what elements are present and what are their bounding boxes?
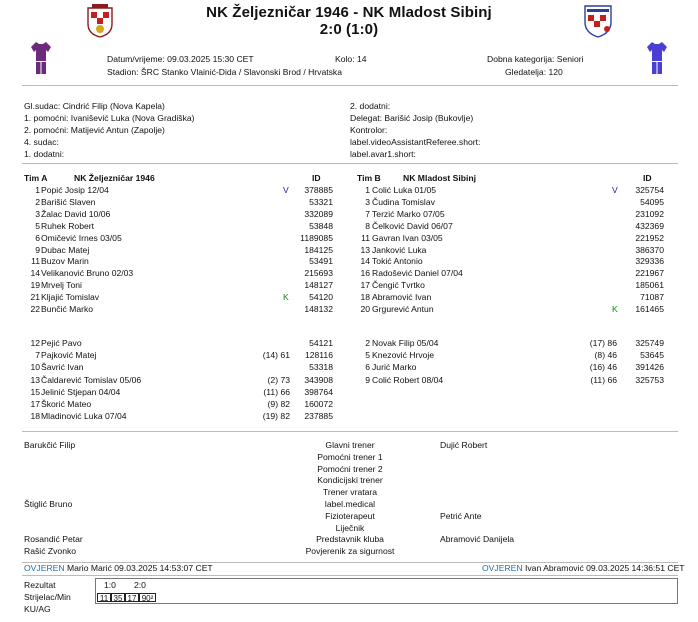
player-name: Abramović Ivan	[372, 292, 432, 303]
player-id: 221967	[635, 268, 664, 279]
team-a-id-header: ID	[312, 173, 321, 183]
staff-role: Pomoćni trener 2	[317, 463, 383, 474]
player-id: 148127	[304, 280, 333, 291]
away-shirt-icon	[646, 41, 668, 75]
player-id: 325753	[635, 374, 664, 385]
official-entry: Kontrolor:	[350, 125, 388, 136]
official-entry: label.videoAssistantReferee.short:	[350, 137, 481, 148]
player-name: Colić Robert 08/04	[372, 374, 444, 385]
scorer-label: Strijelac/Min	[24, 592, 71, 602]
staff-home-member: Rosandić Petar	[24, 534, 83, 545]
player-id: 332089	[304, 208, 333, 219]
match-round: Kolo: 14	[335, 54, 367, 64]
player-id: 237885	[304, 411, 333, 422]
player-name: Buzov Marin	[41, 256, 89, 267]
player-id: 54120	[309, 292, 333, 303]
player-name: Jelinić Stjepan 04/04	[41, 386, 121, 397]
substitution-info: (19) 82	[262, 411, 290, 422]
player-number: 16	[360, 268, 370, 279]
team-a-label: Tim A	[24, 173, 48, 183]
player-number: 9	[35, 244, 40, 255]
substitution-info: (16) 46	[589, 362, 617, 373]
spectators: Gledatelja: 120	[505, 67, 563, 77]
result-label: Rezultat	[24, 580, 56, 590]
player-number: 5	[365, 350, 370, 361]
player-id: 53645	[640, 350, 664, 361]
player-number: 7	[365, 208, 370, 219]
substitution-info: (9) 82	[267, 399, 290, 409]
stadium: Stadion: ŠRC Stanko Vlainić-Dida / Slavonski Brod / Hrvatska	[107, 67, 342, 77]
player-number: 14	[30, 268, 40, 279]
official-entry: Delegat: Barišić Josip (Bukovlje)	[350, 113, 474, 124]
official-entry: 2. pomoćni: Matijević Antun (Zapolje)	[24, 125, 165, 136]
player-number: 2	[365, 338, 370, 348]
player-name: Čengić Tvrtko	[372, 280, 425, 291]
player-name: Šavrić Ivan	[41, 362, 84, 373]
divider	[22, 431, 678, 432]
player-name: Grgurević Antun	[372, 304, 434, 314]
player-name: Terzić Marko 07/05	[372, 208, 445, 219]
player-number: 13	[360, 244, 370, 255]
staff-role: Predstavnik kluba	[316, 534, 384, 545]
away-verification	[482, 563, 685, 573]
official-entry: 1. pomoćni: Ivanišević Luka (Nova Gradiška)	[24, 113, 195, 124]
player-id: 148132	[304, 304, 333, 314]
player-number: 17	[30, 399, 40, 409]
divider	[22, 85, 678, 86]
player-id: 221952	[635, 232, 664, 243]
match-title: NK Željezničar 1946 - NK Mladost Sibinj	[206, 4, 492, 21]
result-score-2: 2:0	[134, 580, 146, 590]
player-number: 10	[30, 362, 40, 373]
player-id: 53848	[309, 220, 333, 231]
staff-home-member: Rašić Zvonko	[24, 546, 77, 557]
captain-badge: K	[283, 292, 289, 303]
result-score-1: 1:0	[104, 580, 116, 590]
player-id: 160072	[304, 399, 333, 409]
player-id: 185061	[635, 280, 664, 291]
staff-home-member: Štiglić Bruno	[24, 499, 73, 509]
substitution-info: (11) 66	[590, 374, 617, 385]
player-number: 14	[360, 256, 370, 267]
home-verified-by: Mario Marić 09.03.2025 14:53:07 CET	[66, 563, 213, 573]
player-id: 325754	[635, 185, 664, 195]
player-name: Barišić Slaven	[41, 196, 96, 207]
staff-role: Kondicijski trener	[317, 475, 383, 486]
player-number: 9	[365, 374, 370, 385]
player-number: 21	[30, 292, 40, 303]
player-id: 53321	[309, 196, 333, 207]
scorer-minute: 11	[97, 593, 111, 602]
player-id: 215693	[304, 268, 333, 279]
player-number: 7	[35, 350, 40, 361]
staff-role: Povjerenik za sigurnost	[305, 546, 395, 557]
player-name: Pajković Matej	[41, 350, 97, 361]
scorer-minute: 90²	[139, 593, 156, 602]
player-id: 231092	[635, 208, 664, 219]
substitution-info: (17) 86	[589, 338, 617, 348]
staff-role: Liječnik	[335, 522, 365, 533]
player-id: 53491	[309, 256, 333, 267]
player-name: Pejić Pavo	[41, 338, 82, 348]
player-name: Čudina Tomislav	[372, 196, 435, 207]
player-name: Tokić Antonio	[372, 256, 423, 267]
player-id: 329336	[635, 256, 664, 267]
player-id: 386370	[635, 244, 664, 255]
player-id: 432369	[635, 220, 664, 231]
goalkeeper-badge: V	[612, 185, 618, 195]
substitution-info: (8) 46	[594, 350, 617, 361]
player-id: 128116	[304, 350, 333, 361]
away-verified-by: Ivan Abramović 09.03.2025 14:36:51 CET	[524, 563, 685, 573]
staff-away-member: Dujić Robert	[440, 440, 488, 450]
player-id: 391426	[635, 362, 664, 373]
player-id: 161465	[635, 304, 664, 314]
player-id: 71087	[640, 292, 664, 303]
player-number: 12	[30, 338, 40, 348]
player-id: 343908	[304, 374, 333, 385]
player-number: 5	[35, 220, 40, 231]
player-number: 18	[30, 411, 40, 422]
match-score: 2:0 (1:0)	[319, 21, 379, 38]
player-id: 54121	[309, 338, 333, 348]
player-name: Novak Filip 05/04	[372, 338, 439, 348]
player-number: 13	[30, 374, 40, 385]
official-entry: 4. sudac:	[24, 137, 59, 148]
player-name: Velikanović Bruno 02/03	[41, 268, 134, 279]
player-id: 398764	[304, 386, 333, 397]
team-b-name: NK Mladost Sibinj	[403, 173, 477, 183]
player-name: Mladinović Luka 07/04	[41, 411, 127, 422]
player-name: Škorić Mateo	[41, 399, 92, 409]
player-number: 6	[35, 232, 40, 243]
captain-badge: K	[612, 304, 618, 314]
player-name: Kljajić Tomislav	[41, 292, 100, 303]
staff-role: Fizioterapeut	[325, 510, 375, 521]
player-name: Ruhek Robert	[41, 220, 95, 231]
home-verified-status: OVJEREN	[24, 563, 65, 573]
staff-role: Trener vratara	[322, 487, 378, 498]
player-name: Gavran Ivan 03/05	[372, 232, 443, 243]
scorer-minute: 17	[125, 593, 139, 602]
player-number: 17	[360, 280, 370, 291]
home-verification	[24, 563, 213, 573]
player-number: 11	[31, 256, 40, 267]
goalkeeper-badge: V	[283, 185, 289, 195]
official-entry: 1. dodatni:	[24, 149, 65, 160]
age-category: Dobna kategorija: Seniori	[487, 54, 584, 64]
home-shirt-icon	[30, 41, 52, 75]
player-number: 6	[365, 362, 370, 373]
staff-away-member: Abramović Danijela	[440, 534, 515, 545]
official-entry: 2. dodatni:	[350, 101, 391, 111]
player-number: 19	[30, 280, 40, 291]
player-number: 18	[360, 292, 370, 303]
player-id: 325749	[635, 338, 664, 348]
staff-role: label.medical	[324, 499, 376, 509]
player-name: Čaldarević Tomislav 05/06	[41, 374, 142, 385]
player-name: Popić Josip 12/04	[41, 185, 109, 195]
team-b-label: Tim B	[357, 173, 381, 183]
player-name: Dubac Matej	[41, 244, 90, 255]
player-name: Bunčić Marko	[41, 304, 94, 314]
player-number: 2	[35, 196, 40, 207]
divider	[22, 163, 678, 164]
match-datetime: Datum/vrijeme: 09.03.2025 15:30 CET	[107, 54, 254, 64]
player-number: 15	[30, 386, 40, 397]
result-grid	[95, 578, 678, 604]
player-number: 3	[35, 208, 40, 219]
player-number: 11	[361, 232, 370, 243]
player-number: 22	[30, 304, 40, 314]
player-number: 3	[365, 196, 370, 207]
player-name: Jurić Marko	[372, 362, 417, 373]
team-b-id-header: ID	[643, 173, 652, 183]
divider	[22, 575, 678, 576]
away-verified-status: OVJEREN	[482, 563, 523, 573]
official-entry: Gl.sudac: Cindrić Filip (Nova Kapela)	[24, 101, 165, 111]
player-id: 378885	[304, 185, 333, 195]
player-id: 184125	[304, 244, 333, 255]
player-name: Colić Luka 01/05	[372, 185, 437, 195]
substitution-info: (11) 66	[263, 386, 290, 397]
substitution-info: (14) 61	[262, 350, 290, 361]
player-name: Radošević Daniel 07/04	[372, 268, 463, 279]
player-id: 54095	[640, 196, 664, 207]
official-entry: label.avar1.short:	[350, 149, 416, 160]
team-a-name: NK Željezničar 1946	[74, 173, 155, 183]
staff-home-member: Barukčić Filip	[24, 440, 76, 450]
player-name: Janković Luka	[372, 244, 427, 255]
player-number: 1	[35, 185, 40, 195]
cards-label: KU/AG	[24, 604, 51, 614]
staff-away-member: Petrić Ante	[440, 510, 482, 521]
player-name: Omičević Irnes 03/05	[41, 232, 122, 243]
player-name: Čelković David 06/07	[372, 220, 453, 231]
substitution-info: (2) 73	[267, 374, 290, 385]
player-number: 20	[360, 304, 370, 314]
staff-role: Pomoćni trener 1	[317, 451, 383, 462]
player-number: 1	[365, 185, 370, 195]
scorer-minute: 35	[111, 593, 125, 602]
staff-role: Glavni trener	[325, 440, 375, 450]
player-name: Mrvelj Toni	[41, 280, 82, 291]
player-name: Žalac David 10/06	[41, 208, 111, 219]
player-id: 1189085	[300, 232, 333, 243]
player-name: Knezović Hrvoje	[372, 350, 435, 361]
player-number: 8	[365, 220, 370, 231]
player-id: 53318	[309, 362, 333, 373]
